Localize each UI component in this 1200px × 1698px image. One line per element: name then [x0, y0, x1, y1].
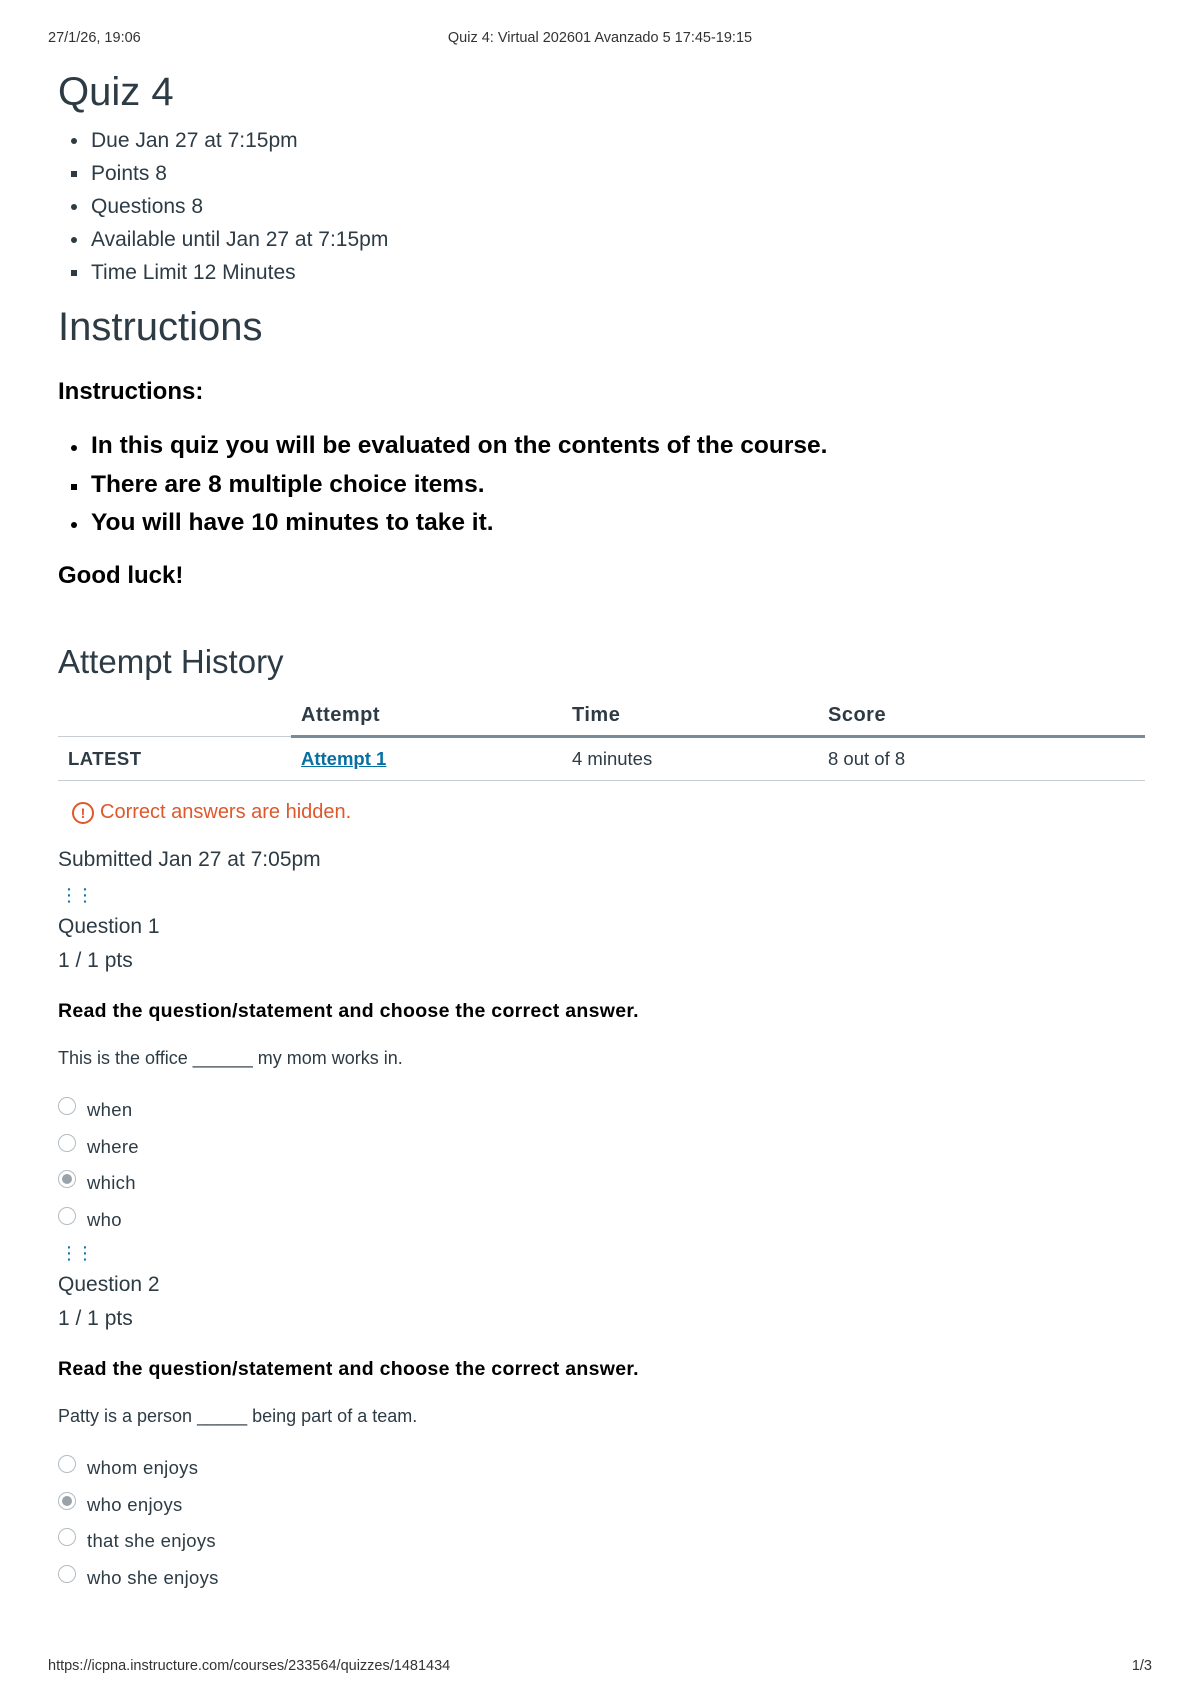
column-header: [58, 697, 291, 737]
answer-option: [58, 1202, 1148, 1239]
score-cell: 8 out of 8: [818, 737, 1145, 781]
answer-text: that she enjoys: [87, 1530, 216, 1552]
answer-option: [58, 1523, 1148, 1560]
notice-text: Correct answers are hidden.: [100, 801, 352, 823]
meta-due: Due Jan 27 at 7:15pm: [91, 124, 1148, 157]
question-points: 1 / 1 pts: [58, 949, 133, 972]
radio-button-selected: [58, 1170, 76, 1188]
meta-available: Available until Jan 27 at 7:15pm: [91, 223, 1148, 256]
question-prompt: Patty is a person _____ being part of a team.: [58, 1406, 418, 1426]
answer-option: [58, 1450, 1148, 1487]
drag-handle-icon[interactable]: ⋮⋮: [60, 885, 92, 905]
question-heading: Read the question/statement and choose the correct answer.: [58, 1000, 639, 1022]
answer-text: who: [87, 1208, 122, 1230]
instruction-item: You will have 10 minutes to take it.: [91, 504, 1148, 543]
radio-button-selected: [58, 1492, 76, 1510]
answer-text: whom enjoys: [87, 1457, 199, 1479]
column-header-score: Score: [818, 697, 1145, 737]
instructions-title: Instructions: [58, 305, 263, 349]
meta-questions: Questions 8: [91, 190, 1148, 223]
time-cell: 4 minutes: [562, 737, 818, 781]
question-name: Question 2: [58, 1273, 160, 1296]
row-label: LATEST: [58, 737, 291, 781]
question-points: 1 / 1 pts: [58, 1307, 133, 1330]
submitted-time: Submitted Jan 27 at 7:05pm: [58, 848, 321, 871]
question-name: Question 1: [58, 915, 160, 938]
answer-list: [58, 1450, 1148, 1596]
print-page-number: 1/3: [1131, 1658, 1152, 1674]
instructions-label: Instructions:: [58, 378, 204, 405]
quiz-title: Quiz 4: [58, 70, 174, 114]
attempt-history-title: Attempt History: [58, 642, 284, 680]
question-1: [58, 880, 1148, 1238]
radio-button: [58, 1528, 76, 1546]
attempt-cell: [291, 737, 562, 781]
radio-button: [58, 1565, 76, 1583]
attempt-history-table: [58, 697, 1145, 782]
instruction-item: In this quiz you will be evaluated on the contents of the course.: [91, 427, 1148, 466]
print-page-title: Quiz 4: Virtual 202601 Avanzado 5 17:45-19:15: [447, 30, 753, 46]
attempt-link[interactable]: Attempt 1: [301, 748, 387, 769]
answer-text: when: [87, 1099, 133, 1121]
answer-text: who she enjoys: [87, 1566, 219, 1588]
instructions-closing: Good luck!: [58, 561, 184, 589]
correct-answers-hidden-notice: [72, 801, 1148, 824]
answer-list: [58, 1092, 1148, 1238]
instruction-item: There are 8 multiple choice items.: [91, 466, 1148, 505]
drag-handle-icon[interactable]: ⋮⋮: [60, 1243, 92, 1263]
answer-option-selected: [58, 1487, 1148, 1524]
answer-option-selected: [58, 1165, 1148, 1202]
warning-icon: !: [72, 802, 94, 824]
print-header: [48, 30, 1152, 50]
instructions-list: [91, 427, 1148, 543]
question-heading: Read the question/statement and choose the correct answer.: [58, 1358, 639, 1380]
table-header-row: [58, 697, 1145, 737]
radio-button: [58, 1134, 76, 1152]
radio-button: [58, 1207, 76, 1225]
question-2: [58, 1238, 1148, 1596]
print-url: https://icpna.instructure.com/courses/233564/quizzes/1481434: [48, 1658, 451, 1674]
radio-button: [58, 1455, 76, 1473]
answer-text: who enjoys: [87, 1493, 183, 1515]
print-footer: [48, 1658, 1152, 1678]
meta-points: Points 8: [91, 157, 1148, 190]
table-row: [58, 737, 1145, 781]
column-header-time: Time: [562, 697, 818, 737]
radio-button: [58, 1097, 76, 1115]
answer-text: which: [87, 1172, 136, 1194]
print-datetime: 27/1/26, 19:06: [48, 30, 141, 46]
answer-text: where: [87, 1135, 139, 1157]
column-header-attempt: Attempt: [291, 697, 562, 737]
answer-option: [58, 1560, 1148, 1597]
question-prompt: This is the office ______ my mom works in.: [58, 1048, 403, 1068]
answer-option: [58, 1092, 1148, 1129]
quiz-meta-list: [91, 124, 1148, 289]
meta-time-limit: Time Limit 12 Minutes: [91, 256, 1148, 289]
quiz-content: [58, 68, 1148, 1596]
answer-option: [58, 1129, 1148, 1166]
